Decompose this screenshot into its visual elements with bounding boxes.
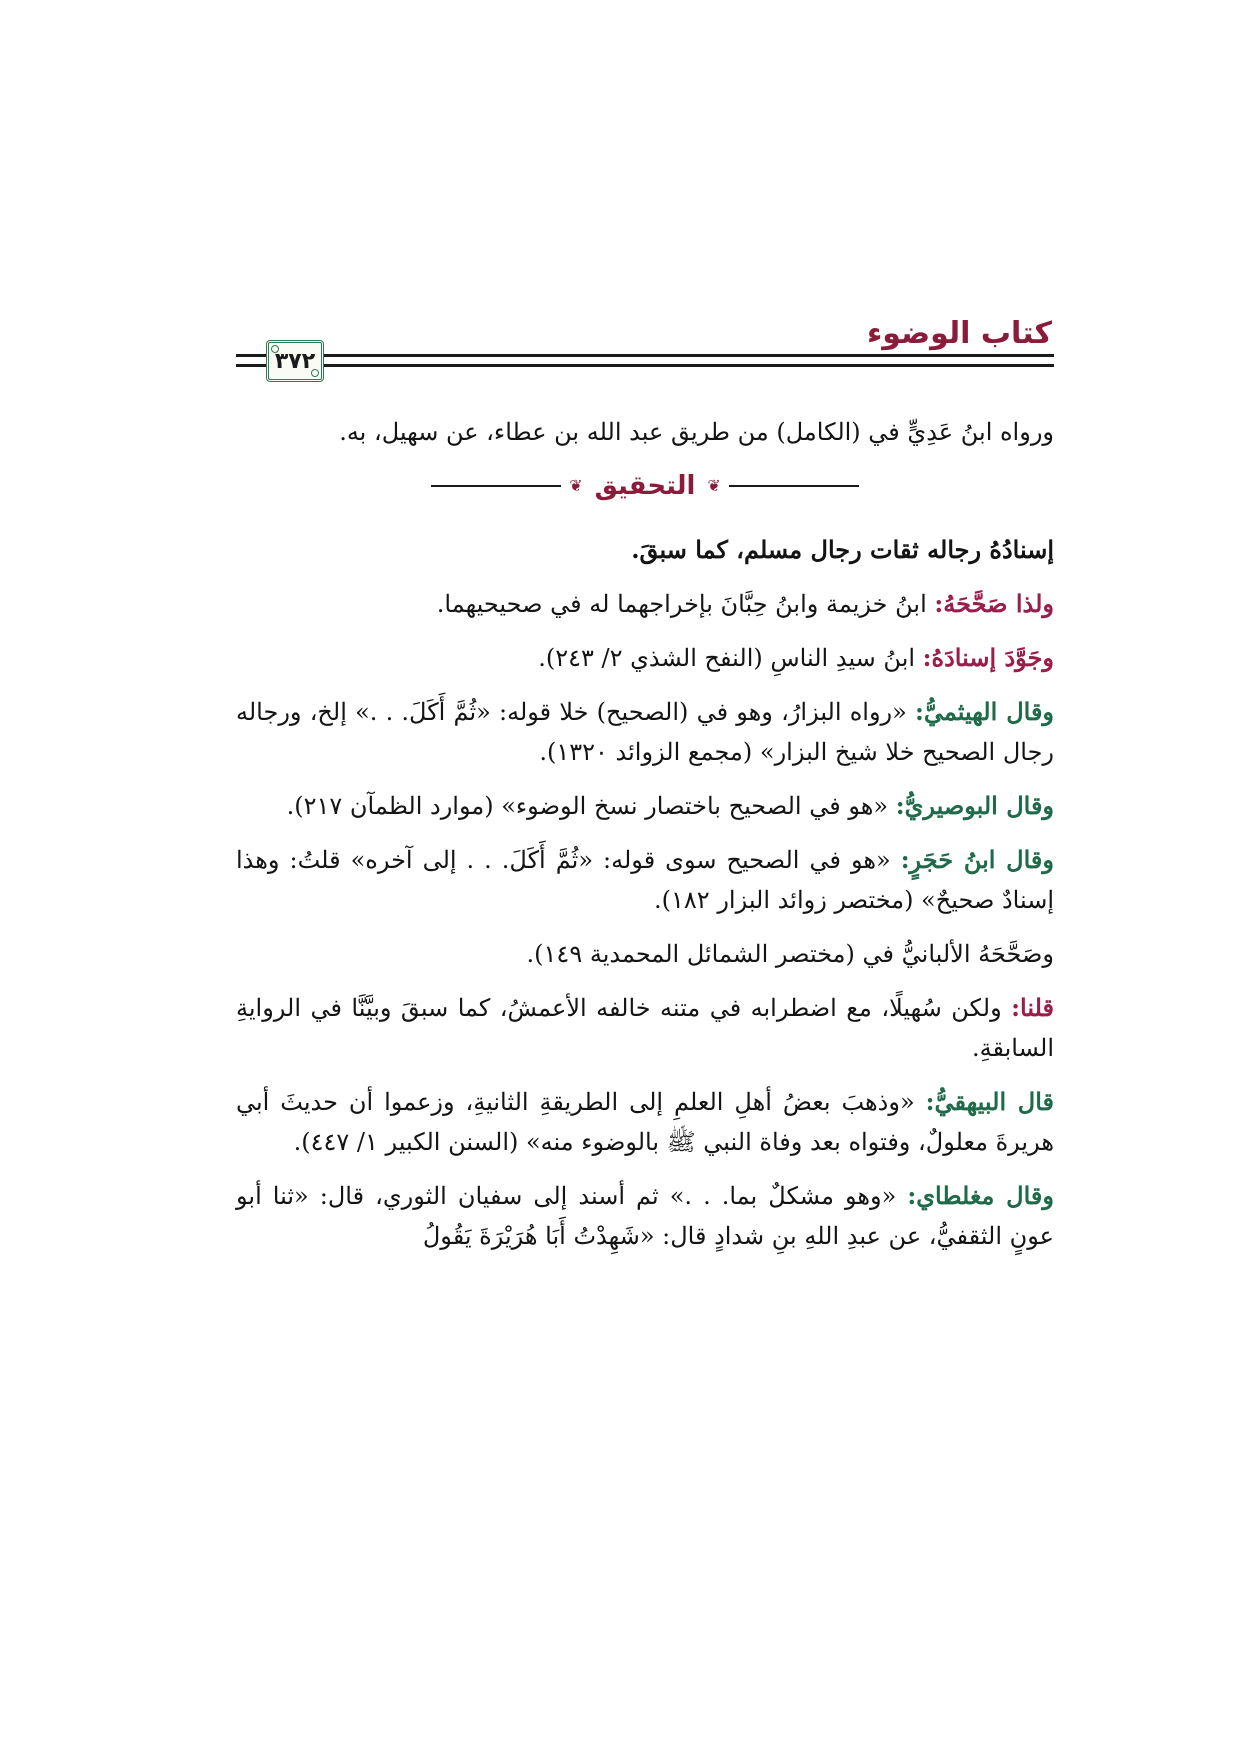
- section-title: التحقيق: [594, 471, 696, 501]
- paragraph-3-lead: ولذا صَحَّحَهُ:: [934, 589, 1054, 618]
- header-rule-left-top: [236, 354, 266, 357]
- paragraph-6-text: «هو في الصحيح باختصار نسخ الوضوء» (موارد الظمآن ٢١٧).: [286, 792, 896, 820]
- header-rule-top: [288, 354, 1054, 357]
- section-divider: [236, 466, 1054, 506]
- paragraph-4: [236, 638, 1054, 678]
- page-number: ٣٧٢: [274, 348, 316, 374]
- paragraph-7: [236, 840, 1054, 920]
- paragraph-3: [236, 584, 1054, 624]
- paragraph-4-lead: وجَوَّدَ إسنادَهُ:: [922, 643, 1054, 672]
- paragraph-6: [236, 786, 1054, 826]
- paragraph-4-text: ابنُ سيدِ الناسِ (النفح الشذي ٢/ ٢٤٣).: [538, 644, 923, 672]
- paragraph-9-lead: قلنا:: [1011, 993, 1054, 1022]
- header-rule-left-bottom: [236, 364, 266, 367]
- paragraph-9: [236, 988, 1054, 1068]
- page-content: [236, 412, 1054, 1270]
- ornament-left-icon: ❦: [569, 476, 583, 495]
- paragraph-1: ورواه ابنُ عَدِيٍّ في (الكامل) من طريق عبد الله بن عطاء، عن سهيل، به.: [339, 418, 1054, 446]
- paragraph-7-text: «هو في الصحيح سوى قوله: «ثُمَّ أَكَلَ. . . إلى آخره» قلتُ: وهذا إسنادٌ صحيحٌ» (مختصر زوائد البزار ١٨٢).: [236, 846, 1054, 914]
- header-rule-bottom: [288, 364, 1054, 367]
- divider-line-left: [431, 485, 561, 487]
- page-number-frame: [266, 340, 324, 382]
- paragraph-10-text: «وذهبَ بعضُ أهلِ العلمِ إلى الطريقةِ الثانيةِ، وزعموا أن حديثَ أبي هريرةَ معلولٌ، وفتواه بعد وفاة النبي ﷺ بالوضوء منه» (السنن الكبير ١/ ٤٤٧).: [236, 1088, 1054, 1156]
- ornament-right-icon: ❦: [707, 476, 721, 495]
- book-title: كتاب الوضوء: [866, 316, 1052, 351]
- divider-line-right: [729, 485, 859, 487]
- paragraph-5-text: «رواه البزارُ، وهو في (الصحيح) خلا قوله: «ثُمَّ أَكَلَ. . .» إلخ، ورجاله رجال الصحيح خلا شيخ البزار» (مجمع الزوائد ١٣٢٠).: [236, 698, 1054, 766]
- paragraph-10: [236, 1082, 1054, 1162]
- paragraph-8: وصَحَّحَهُ الألبانيُّ في (مختصر الشمائل المحمدية ١٤٩).: [526, 940, 1054, 968]
- paragraph-7-lead: وقال ابنُ حَجَرٍ:: [900, 845, 1054, 874]
- page-header: [236, 316, 1054, 390]
- paragraph-6-lead: وقال البوصيريُّ:: [895, 791, 1054, 820]
- paragraph-5: [236, 692, 1054, 772]
- paragraph-5-lead: وقال الهيثميُّ:: [915, 697, 1055, 726]
- paragraph-10-lead: قال البيهقيُّ:: [925, 1087, 1055, 1116]
- paragraph-3-text: ابنُ خزيمة وابنُ حِبَّانَ بإخراجهما له في صحيحيهما.: [436, 590, 935, 618]
- paragraph-9-text: ولكن سُهيلًا، مع اضطرابه في متنه خالفه الأعمشُ، كما سبقَ وبيَّنَّا في الروايةِ السابقةِ.: [236, 994, 1054, 1062]
- paragraph-11-text: «وهو مشكلٌ بما. . .» ثم أسند إلى سفيان الثوري، قال: «ثنا أبو عونٍ الثقفيُّ، عن عبدِ اللهِ بنِ شدادٍ قال: «شَهِدْتُ أَبَا هُرَيْرَةَ يَقُولُ: [236, 1182, 1054, 1250]
- paragraph-11: [236, 1176, 1054, 1256]
- paragraph-2: إسنادُهُ رجاله ثقات رجال مسلم، كما سبقَ.: [631, 535, 1054, 564]
- paragraph-11-lead: وقال مغلطاي:: [907, 1181, 1054, 1210]
